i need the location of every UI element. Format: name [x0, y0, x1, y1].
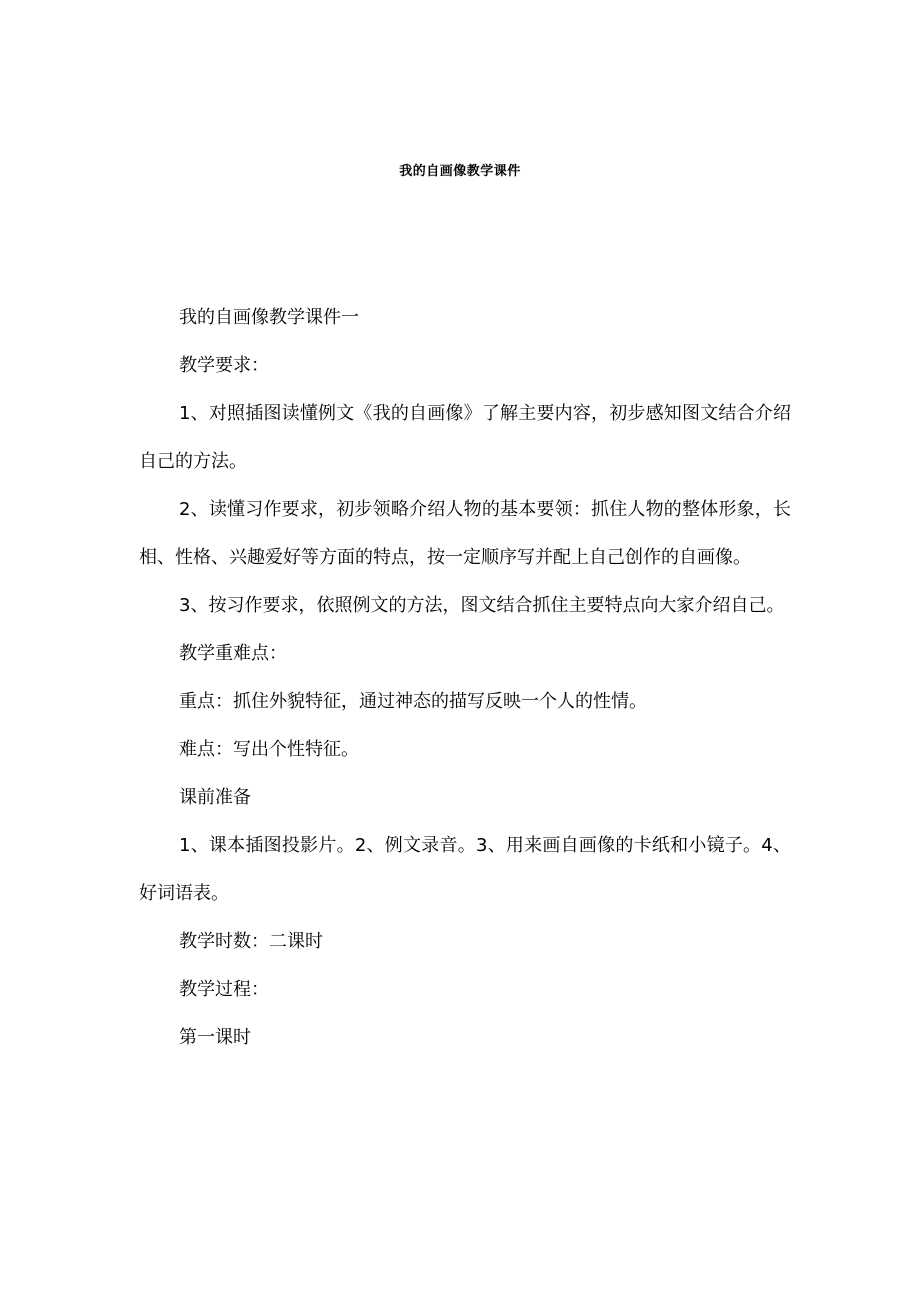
lesson-heading: 我的自画像教学课件一: [179, 307, 359, 328]
teaching-hours: 教学时数：二课时: [179, 931, 323, 952]
difficult-point: 难点：写出个性特征。: [179, 739, 359, 760]
section-heading-preparation: 课前准备: [179, 787, 251, 808]
first-lesson-heading: 第一课时: [179, 1027, 251, 1048]
section-heading-requirements: 教学要求：: [179, 355, 269, 376]
requirement-item-2: 2、读懂习作要求，初步领略介绍人物的基本要领：抓住人物的整体形象，长相、性格、兴趣爱好等方面的特点，按一定顺序写并配上自己创作的自画像。: [139, 499, 791, 568]
document-body: [139, 294, 791, 1062]
document-title: 我的自画像教学课件: [399, 164, 521, 179]
requirement-item-1: 1、对照插图读懂例文《我的自画像》了解主要内容，初步感知图文结合介绍自己的方法。: [139, 403, 791, 472]
preparation-items: 1、课本插图投影片。2、例文录音。3、用来画自画像的卡纸和小镜子。4、好词语表。: [139, 835, 791, 904]
section-heading-process: 教学过程：: [179, 979, 269, 1000]
key-point: 重点：抓住外貌特征，通过神态的描写反映一个人的性情。: [179, 691, 647, 712]
requirement-item-3: 3、按习作要求，依照例文的方法，图文结合抓住主要特点向大家介绍自己。: [179, 595, 785, 616]
section-heading-key-points: 教学重难点：: [179, 643, 287, 664]
